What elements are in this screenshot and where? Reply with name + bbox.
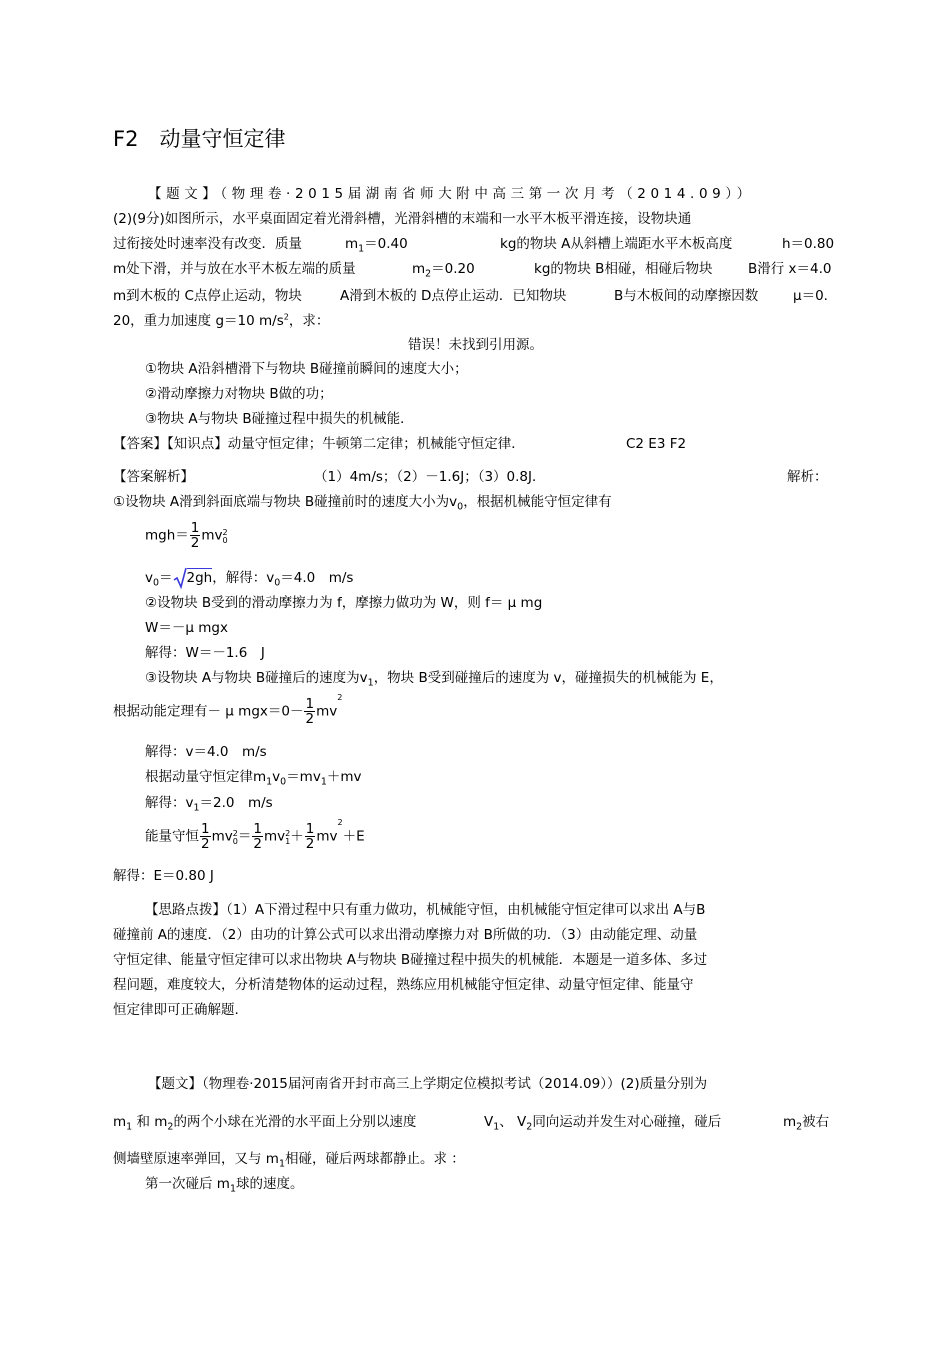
problem2-line1: $m_1$ 和 $m_2$的两个小球在光滑的水平面上分别以速度	[113, 1114, 417, 1133]
problem1-distance: B滑行 x＝4.0	[748, 261, 832, 277]
tip-line5: 恒定律即可正确解题.	[113, 1002, 239, 1018]
energy-loss-result: 解得：E＝0.80 J	[113, 868, 214, 884]
problem1-line4d: μ＝0.	[793, 288, 828, 304]
tip-line1: 【思路点拨】（1）A下滑过程中只有重力做功，机械能守恒，由机械能守恒定律可以求出 A与B	[145, 902, 706, 918]
problem1-line2-mid: kg的物块 A从斜槽上端距水平木板高度	[500, 236, 733, 252]
problem1-line3-mid: kg的物块 B相碰，相碰后物块	[534, 261, 713, 277]
problem2-header: 【题文】（物理卷·2015届河南省开封市高三上学期定位模拟考试（2014.09））(2)质量分别为	[148, 1076, 708, 1092]
reference-error: 错误！未找到引用源。	[408, 337, 543, 353]
problem2-line2: 侧墙壁原速率弹回，又与 $m_1$相碰，碰后两球都静止。求 ：	[113, 1151, 465, 1170]
question-2: ②滑动摩擦力对物块 B做的功；	[145, 386, 333, 402]
problem1-line4b: A滑到木板的 D点停止运动．已知物块	[340, 288, 567, 304]
solution-step-2: ②设物块 B受到的滑动摩擦力为 f，摩擦力做功为 W，则 f＝ μ mg	[145, 595, 543, 611]
problem2-velocities: $V_1$、 $V_2$同向运动并发生对心碰撞，碰后	[484, 1114, 722, 1133]
energy-conservation-equation: 能量守恒 $\frac{1}{2}$ mv 2 0 ＝ $\frac{1}{2}$ mv 2 1 ＋ $\frac{1}{2}$ $mv^2+E$	[145, 817, 365, 853]
problem1-line2: 过衔接处时速率没有改变．质量	[113, 236, 302, 252]
kinetic-energy-equation: 根据动能定理有－ μ mgx＝0－ $\frac{1}{2}$ $mv^2$	[113, 692, 343, 728]
work-equation: W＝－μ mgx	[145, 620, 228, 636]
section-title: F2 动量守恒定律	[113, 127, 286, 151]
problem1-line5: 20，重力加速度 g＝10 $m/s^2$，求：	[113, 311, 330, 329]
velocity-result: 解得：v＝4.0 m/s	[145, 744, 267, 760]
knowledge-codes: C2 E3 F2	[626, 436, 687, 452]
tip-line4: 程问题，难度较大，分析清楚物体的运动过程，熟练应用机械能守恒定律、动量守恒定律、能量守	[113, 977, 694, 993]
fraction-half: $\frac{1}{2}$	[190, 520, 200, 552]
analysis-label: 解析：	[787, 469, 828, 485]
work-result: 解得：W＝－1.6 J	[145, 645, 265, 661]
equation-energy: mgh＝ $\frac{1}{2}$ mv 2 0	[145, 520, 228, 552]
tip-line2: 碰撞前 A的速度．（2）由功的计算公式可以求出滑动摩擦力对 B所做的功．（3）由动能定理、动量	[113, 927, 698, 943]
question-1: ①物块 A沿斜槽滑下与物块 B碰撞前瞬间的速度大小；	[145, 361, 468, 377]
problem1-line1: (2)(9分)如图所示，水平桌面固定着光滑斜槽，光滑斜槽的末端和一水平木板平滑连接，设物块通	[113, 211, 692, 227]
problem2-question: 第一次碰后 $m_1$球的速度。	[145, 1176, 304, 1195]
question-3: ③物块 A与物块 B碰撞过程中损失的机械能．	[145, 411, 414, 427]
equation-v0: $v_0= 2gh$，解得：$v_0=4.0$ m/s	[145, 567, 353, 589]
problem1-mass1: $m_1=0.40$	[345, 236, 408, 255]
problem1-mass2: $m_2=0.20$	[412, 261, 475, 280]
solution-step-3: ③设物块 A与物块 B碰撞后的速度为$v_1$，物块 B受到碰撞后的速度为 v，碰撞损失的机械能为 E，	[145, 670, 723, 689]
problem2-line1-end: $m_2$被右	[783, 1114, 830, 1133]
answer-line: 【答案】【知识点】动量守恒定律；牛顿第二定律；机械能守恒定律．	[113, 436, 525, 452]
problem1-height: h＝0.80	[782, 236, 835, 252]
problem1-line3: m处下滑，并与放在水平木板左端的质量	[113, 261, 356, 277]
answer-values: （1）4m/s；（2）－1.6J；（3）0.8J．	[314, 469, 546, 485]
tip-line3: 守恒定律、能量守恒定律可以求出物块 A与物块 B碰撞过程中损失的机械能．本题是一道多体、多过	[113, 952, 708, 968]
problem1-line4c: B与木板间的动摩擦因数	[614, 288, 759, 304]
solution-step-1: ①设物块 A滑到斜面底端与物块 B碰撞前时的速度大小为$v_0$，根据机械能守恒定律有	[113, 494, 612, 513]
answer-analysis-label: 【答案解析】	[113, 469, 194, 485]
problem1-line4a: m到木板的 C点停止运动，物块	[113, 288, 302, 304]
v1-result: 解得：$v_1=2.0$ m/s	[145, 795, 273, 814]
sqrt-symbol	[173, 567, 187, 589]
problem1-header: 【题文】（物理卷·2015届湖南省师大附中高三第一次月考（2014.09））	[148, 186, 755, 202]
momentum-equation: 根据动量守恒定律$m_1v_0=mv_1+mv$	[145, 769, 362, 788]
